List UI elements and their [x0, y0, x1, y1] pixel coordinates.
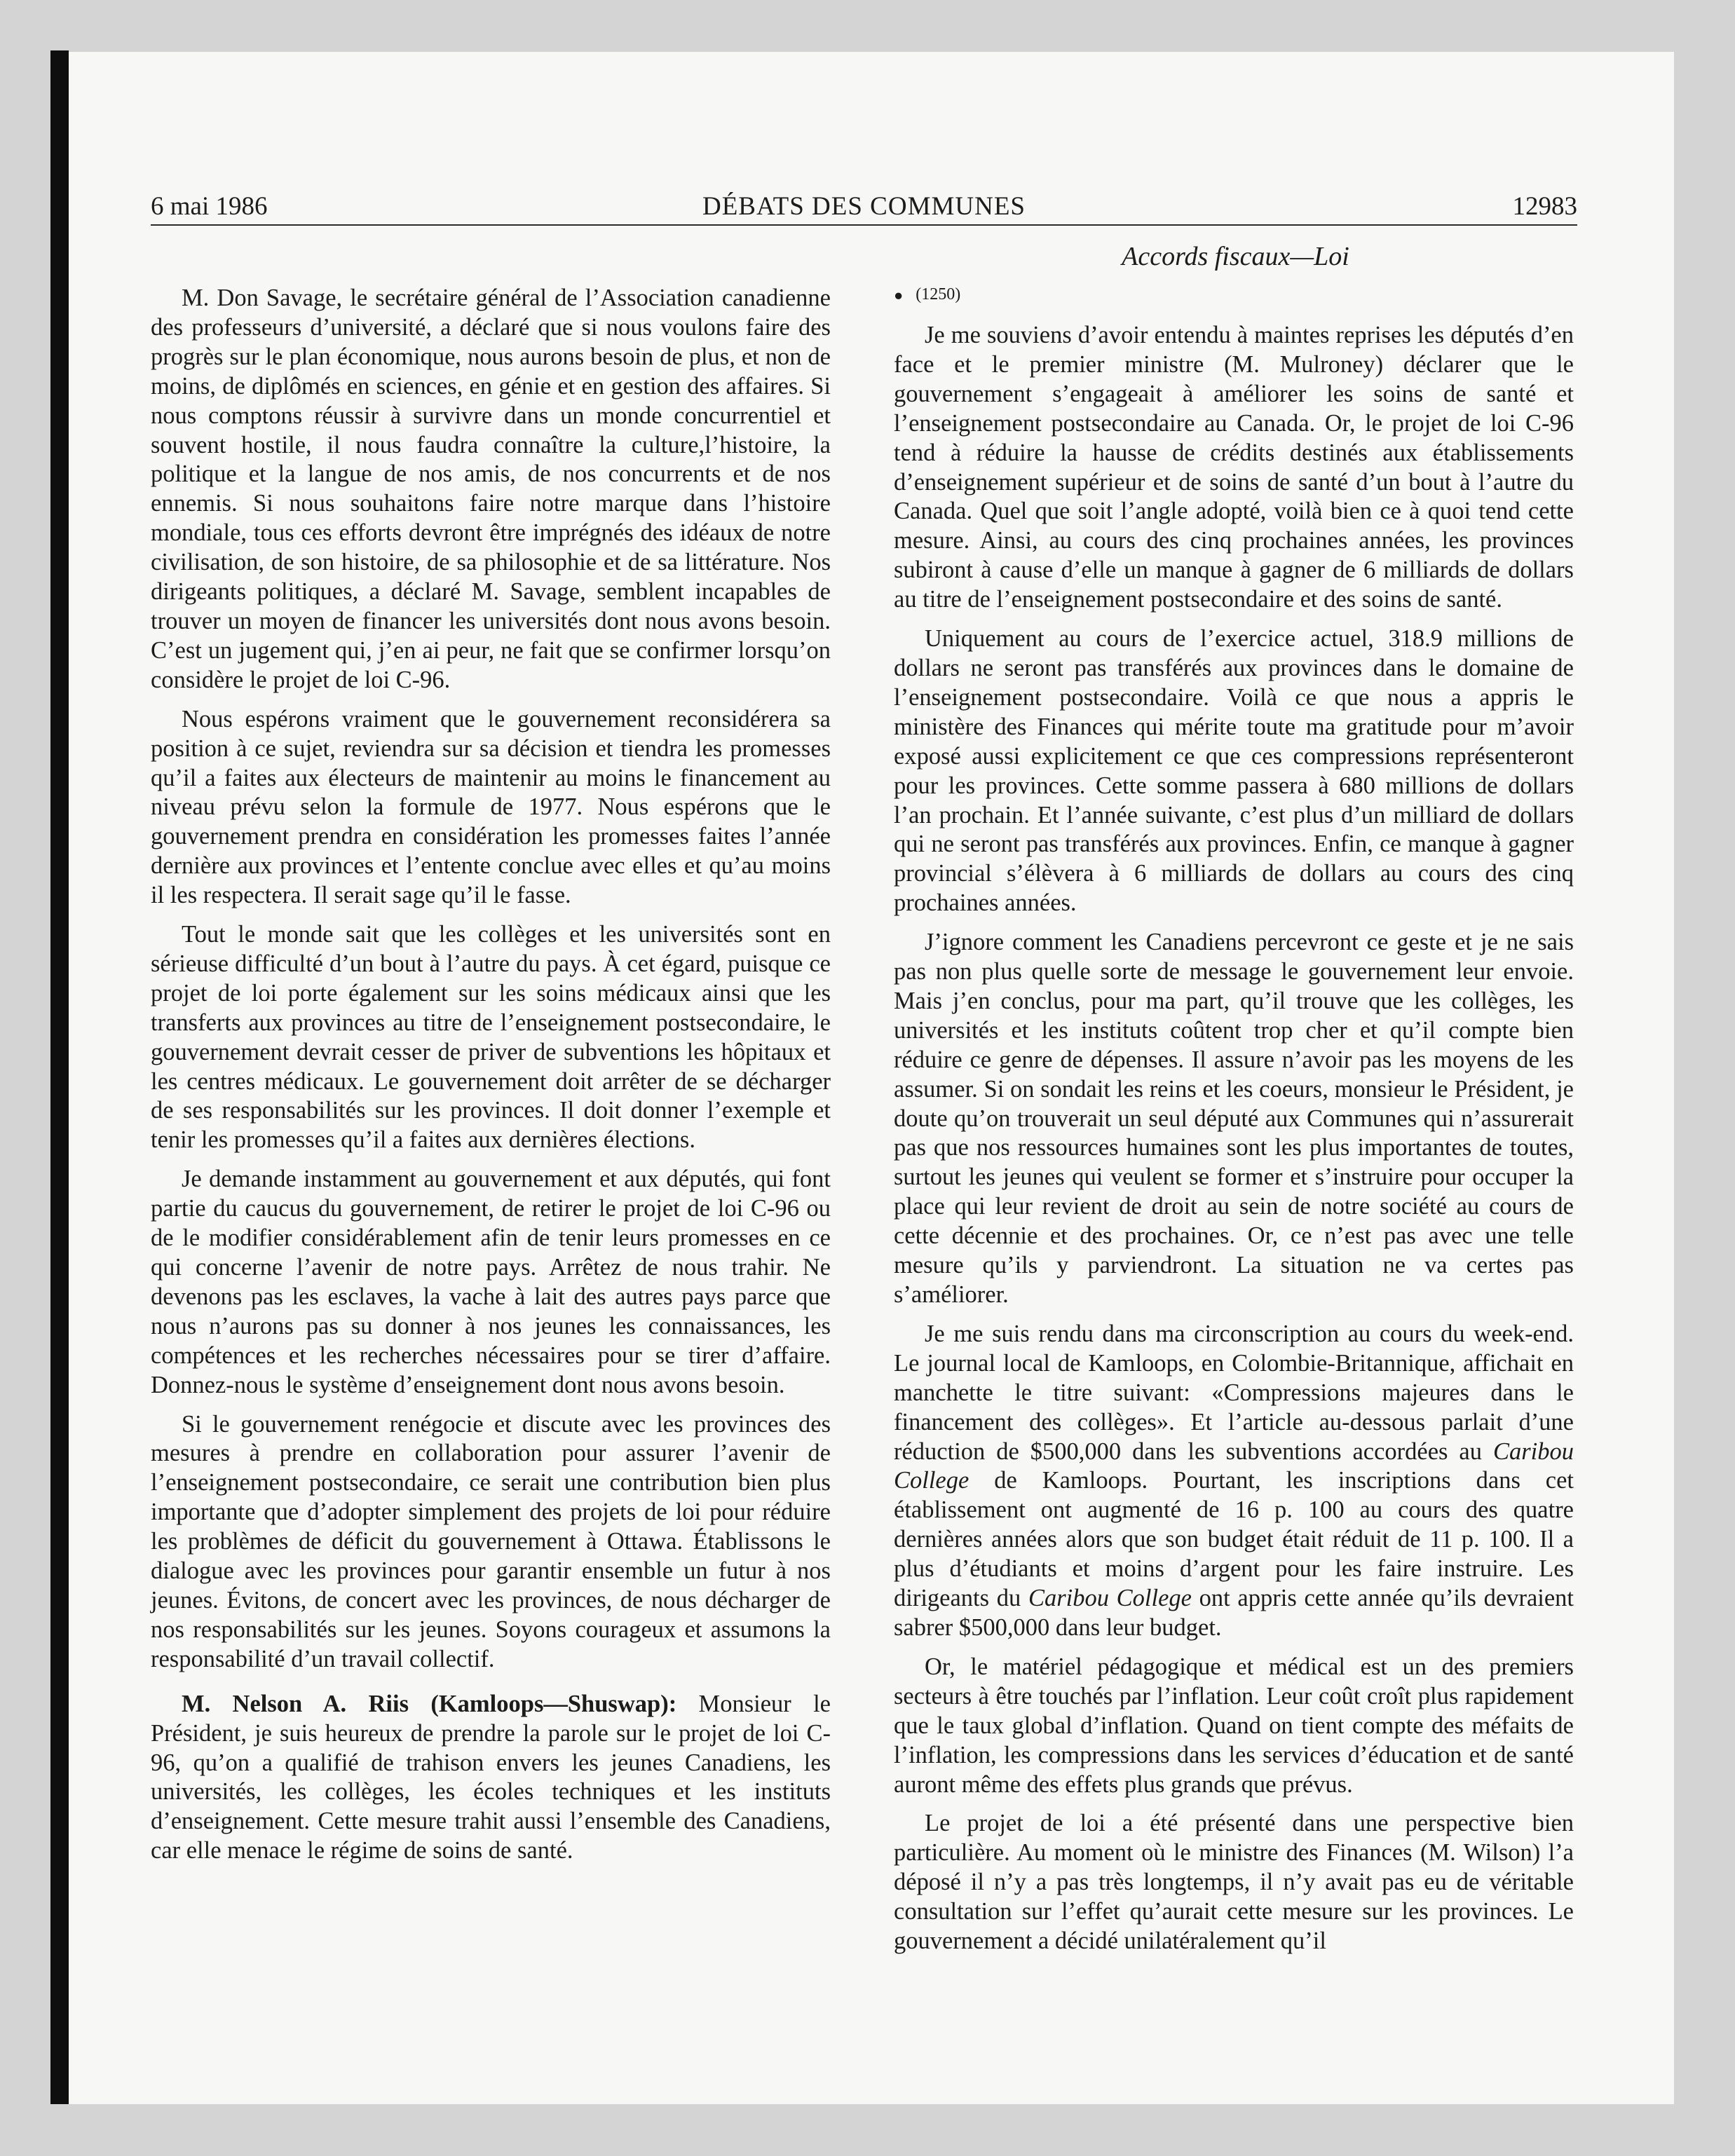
paragraph: J’ignore comment les Canadiens percevront ce geste et je ne sais pas non plus quelle sorte de message le gouvernement leur envoie. Mais j’en conclus, pour ma part, qu’il trouve que les collèges, les universités et les instituts coûtent trop cher et qu’il compte bien réduire ce genre de dépenses. Il assure n’avoir pas les moyens de les assumer. Si on sondait les reins et les coeurs, monsieur le Président, je doute qu’on trouverait un seul député aux Communes qui n’assurerait pas que nos ressources humaines sont les plus importantes de toutes, surtout les jeunes qui veulent se former et s’instruire pour occuper la place qui leur revient de droit au sein de notre société au cours de cette décennie et des prochaines. Or, ce n’est pas avec une telle mesure qu’ils y parviendront. La situation ne va certes pas s’améliorer.	[894, 929, 1574, 1308]
paragraph: Je me souviens d’avoir entendu à maintes reprises les députés d’en face et le premier ministre (M. Mulroney) déclarer que le gouvernement s’engageait à améliorer les soins de santé et l’enseignement postsecondaire au Canada. Or, le projet de loi C-96 tend à réduire la hausse de crédits destinés aux établissements d’enseignement supérieur et de soins de santé d’un bout à l’autre du Canada. Quel que soit l’angle adopté, voilà bien ce à quoi tend cette mesure. Ainsi, au cours des cinq prochaines années, les provinces subiront à cause d’elle un manque à gagner de 6 milliards de dollars au titre de l’enseignement postsecondaire et des soins de santé.	[894, 322, 1574, 613]
left-column	[151, 284, 831, 1876]
right-column	[894, 280, 1574, 1966]
paragraph: Tout le monde sait que les collèges et les universités sont en sérieuse difficulté d’un bout à l’autre du pays. À cet égard, puisque ce projet de loi porte également sur les soins médicaux ainsi que les transferts aux provinces au titre de l’enseignement postsecondaire, le gouvernement devrait cesser de priver de subventions les hôpitaux et les centres médicaux. Le gouvernement doit arrêter de se décharger de ses responsabilités sur les provinces. Il doit donner l’exemple et tenir les promesses qu’il a faites aux dernières élections.	[151, 921, 831, 1154]
text-run: Je me suis rendu dans ma circonscription au cours du week-end. Le journal local de Kamloops, en Colombie-Britannique, affichait en manchette le titre suivant: «Compressions majeures dans le financement des collèges». Et l’article au-dessous parlait d’une réduction de $500,000 dans les subventions accordées au	[894, 1320, 1574, 1465]
speaker-name: M. Nelson A. Riis (Kamloops—Shuswap):	[182, 1690, 677, 1717]
paragraph: Nous espérons vraiment que le gouvernement reconsidérera sa position à ce sujet, reviendra sur sa décision et tiendra les promesses qu’il a faites aux électeurs de maintenir au moins le financement au niveau prévu selon la formule de 1977. Nous espérons que le gouvernement prendra en considération les promesses faites l’année dernière aux provinces et l’entente conclue avec elles et qu’au moins il les respectera. Il serait sage qu’il le fasse.	[151, 705, 831, 909]
time-marker	[894, 280, 1574, 308]
scan-edge	[50, 50, 69, 2104]
paragraph: Je demande instamment au gouvernement et aux députés, qui font partie du caucus du gouvernement, de retirer le projet de loi C-96 ou de le modifier considérablement afin de tenir leurs promesses en ce qui concerne l’avenir de notre pays. Arrêtez de nous trahir. Ne devenons pas les esclaves, la vache à lait des autres pays parce que nous n’aurons pas su donner à nos jeunes les connaissances, les compétences et les recherches nécessaires pour se tirer d’affaire. Donnez-nous le système d’enseignement dont nous avons besoin.	[151, 1166, 831, 1398]
page-header	[151, 189, 1577, 224]
paragraph: Or, le matériel pédagogique et médical est un des premiers secteurs à être touchés par l’inflation. Leur coût croît plus rapidement que le taux global d’inflation. Quand on tient compte des méfaits de l’inflation, les compressions dans les services d’éducation et de santé auront même des effets plus grands que prévus.	[894, 1653, 1574, 1798]
speaker-paragraph	[151, 1690, 831, 1866]
text-run: ont appris cette année qu’ils devraient sabrer $500,000 dans leur budget.	[894, 1585, 1574, 1641]
paragraph: M. Don Savage, le secrétaire général de l’Association canadienne des professeurs d’université, a déclaré que si nous voulons faire des progrès sur le plan économique, nous aurons besoin de plus, et non de moins, de diplômés en sciences, en génie et en gestion des affaires. Si nous comptons réussir à survivre dans un monde concurrentiel et souvent hostile, il nous faudra connaître la culture,l’histoire, la politique et la langue de nos amis, de nos concurrents et de nos ennemis. Si nous souhaitons faire notre marque dans l’histoire mondiale, tous ces efforts devront être imprégnés des idéaux de notre civilisation, de son histoire, de sa philosophie et de sa littérature. Nos dirigeants politiques, a déclaré M. Savage, semblent incapables de trouver un moyen de financer les universités dont nous avons besoin. C’est un jugement qui, j’en ai peur, ne fait que se confirmer lorsqu’on considère le projet de loi C-96.	[151, 285, 831, 693]
header-date: 6 mai 1986	[151, 192, 268, 221]
college-name: Caribou College	[894, 1438, 1574, 1494]
paragraph: Uniquement au cours de l’exercice actuel, 318.9 millions de dollars ne seront pas transférés aux provinces dans le domaine de l’enseignement postsecondaire. Voilà ce que nous a appris le ministère des Finances qui mérite toute ma gratitude pour m’avoir exposé aussi explicitement ce que ces compressions représenteront pour les provinces. Cette somme passera à 680 millions de dollars l’an prochain. Et l’année suivante, c’est plus d’un milliard de dollars qui ne seront pas transférés aux provinces. Enfin, ce manque à gagner provincial s’élèvera à 6 milliards de dollars au cours des cinq prochaines années.	[894, 625, 1574, 917]
paragraph-kamloops	[894, 1320, 1574, 1643]
speaker-text: Monsieur le Président, je suis heureux de prendre la parole sur le projet de loi C-96, qu’on a qualifié de trahison envers les jeunes Canadiens, les universités, les collèges, les écoles techniques et les instituts d’enseignement. Cette mesure trahit aussi l’ensemble des Canadiens, car elle menace le régime de soins de santé.	[151, 1690, 831, 1864]
paragraph: Le projet de loi a été présenté dans une perspective bien particulière. Au moment où le ministre des Finances (M. Wilson) l’a déposé il n’y a pas très longtemps, il n’y avait pas eu de véritable consultation sur l’effet qu’aurait cette mesure sur les provinces. Le gouvernement a décidé unilatéralement qu’il	[894, 1810, 1574, 1955]
header-rule	[151, 224, 1577, 226]
running-head: Accords fiscaux—Loi	[1122, 242, 1349, 271]
header-page-number: 12983	[1512, 192, 1577, 221]
header-title: DÉBATS DES COMMUNES	[702, 192, 1026, 221]
bullet-icon: ●	[894, 286, 904, 304]
text-run: de Kamloops. Pourtant, les inscriptions dans cet établissement ont augmenté de 16 p. 100 au cours des quatre dernières années alors que son budget était réduit de 11 p. 100. Il a plus d’étudiants et moins d’argent pour les faire instruire. Les dirigeants du	[894, 1467, 1574, 1612]
time-marker-label: (1250)	[916, 285, 961, 303]
paragraph: Si le gouvernement renégocie et discute avec les provinces des mesures à prendre en collaboration pour assurer l’avenir de l’enseignement postsecondaire, ce serait une contribution bien plus importante que d’adopter simplement des projets de loi pour réduire les problèmes de déficit du gouvernement à Ottawa. Établissons le dialogue avec les provinces pour garantir ensemble un futur à nos jeunes. Évitons, de concert avec les provinces, de nous décharger de nos responsabilités sur les jeunes. Soyons courageux et assumons la responsabilité d’un travail collectif.	[151, 1410, 831, 1672]
college-name: Caribou College	[1028, 1585, 1192, 1612]
